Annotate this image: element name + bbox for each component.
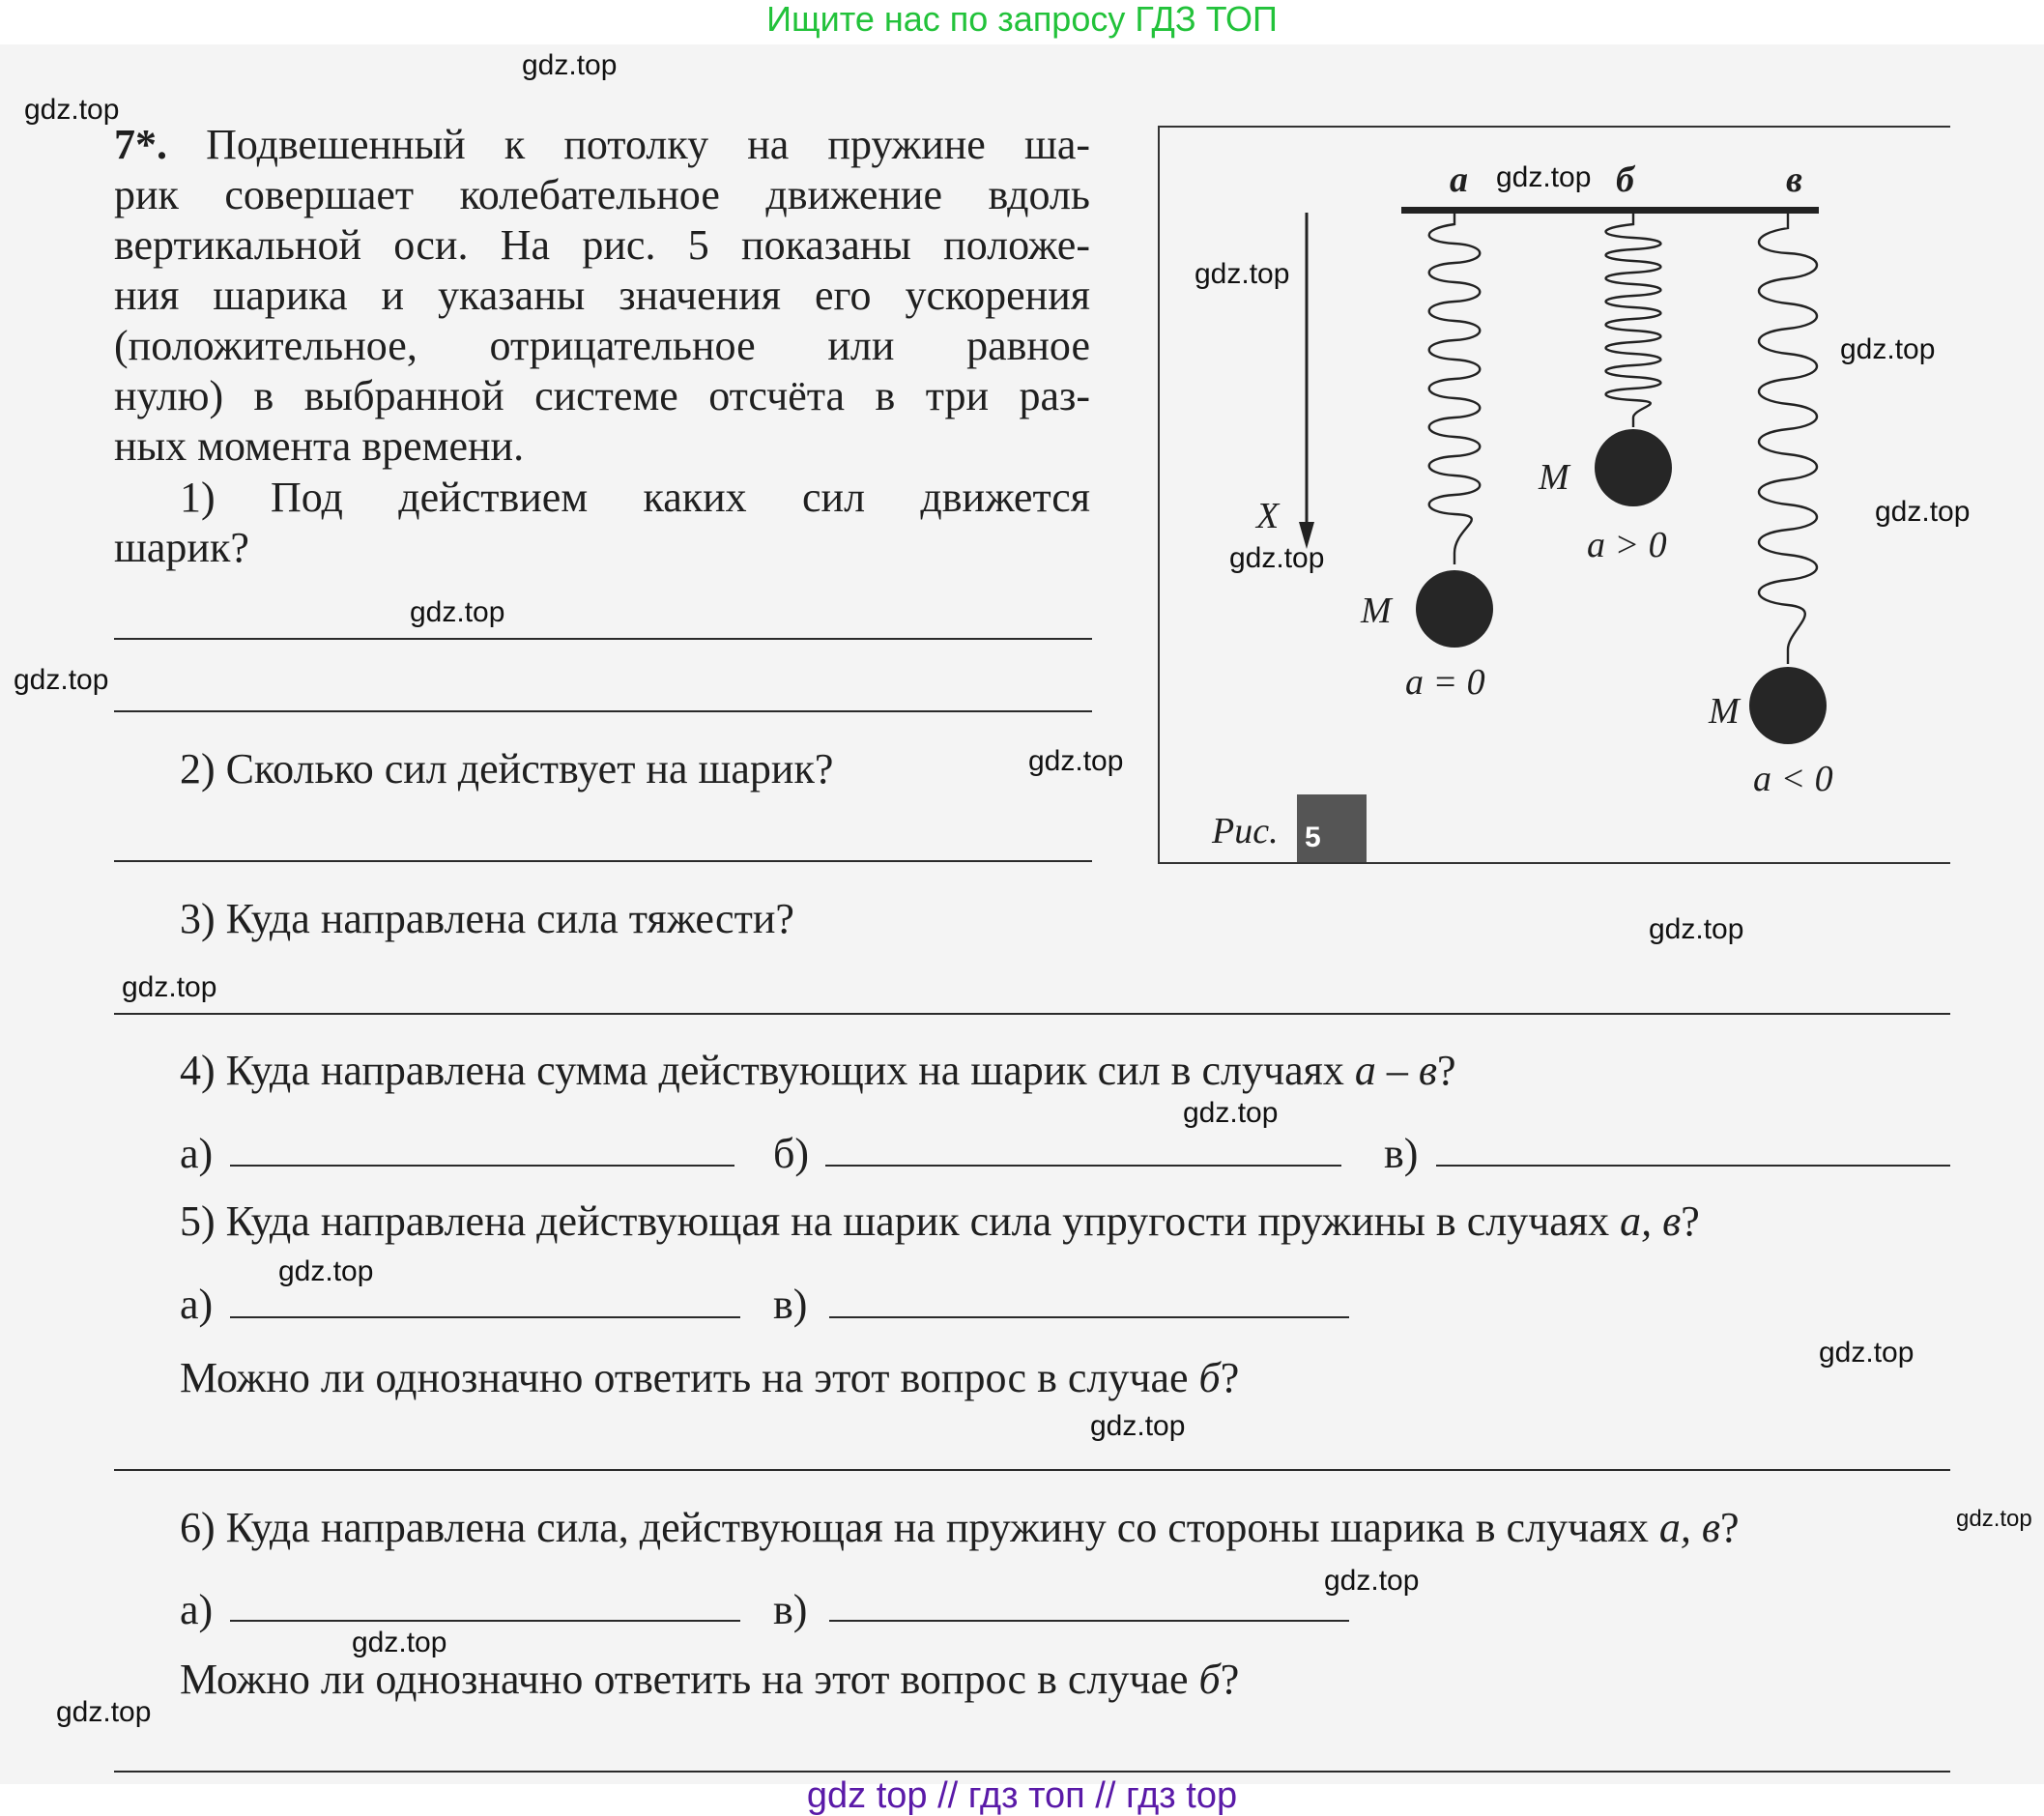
watermark: gdz.top	[56, 1696, 152, 1728]
watermark: gdz.top	[1028, 745, 1124, 777]
ceiling-bar	[1401, 207, 1819, 214]
watermark: gdz.top	[1840, 333, 1936, 365]
label-accel-v: a < 0	[1753, 759, 1833, 799]
answer-line-q6-a[interactable]	[230, 1620, 740, 1622]
q1-line-2: шарик?	[114, 524, 249, 571]
spring-a	[1429, 214, 1481, 564]
answer-line-q6-v[interactable]	[829, 1620, 1349, 1622]
intro-line-3: вертикальной оси. На рис. 5 показаны положе-	[114, 221, 1090, 269]
intro-line-6: нулю) в выбранной системе отсчёта в три раз-	[114, 372, 1090, 419]
question-2: 2) Сколько сил действует на шарик?	[180, 745, 834, 793]
q4-label-v: в)	[1384, 1130, 1419, 1177]
q5-label-a: а)	[180, 1281, 214, 1328]
answer-line-q4-v[interactable]	[1436, 1165, 1950, 1167]
watermark: gdz.top	[1649, 913, 1744, 945]
question-6-followup: Можно ли однозначно ответить на этот вопрос в случае б?	[180, 1656, 1240, 1703]
figure-5	[1158, 126, 1950, 864]
watermark: gdz.top	[122, 971, 217, 1003]
question-5: 5) Куда направлена действующая на шарик сила упругости пружины в случаях а, в?	[180, 1197, 1700, 1245]
watermark: gdz.top	[1324, 1565, 1420, 1597]
task-number: 7*.	[114, 121, 167, 168]
watermark: gdz.top	[24, 94, 120, 126]
label-column-a: а	[1450, 159, 1468, 200]
label-axis-x: X	[1256, 496, 1280, 536]
answer-line-q2[interactable]	[114, 860, 1092, 862]
watermark: gdz.top	[1819, 1337, 1914, 1369]
intro-line-1: 7*. Подвешенный к потолку на пружине ша-	[114, 121, 1091, 168]
answer-line-q5-followup[interactable]	[114, 1469, 1950, 1471]
intro-line-7: ных момента времени.	[114, 422, 525, 470]
bottom-banner: gdz top // гдз топ // гдз top	[806, 1775, 1238, 1816]
label-accel-a: a = 0	[1405, 662, 1485, 703]
watermark: gdz.top	[278, 1255, 374, 1287]
watermark: gdz.top	[352, 1627, 447, 1658]
answer-line-q5-v[interactable]	[829, 1316, 1349, 1318]
watermark: gdz.top	[1496, 161, 1592, 193]
label-mass-v: M	[1709, 691, 1740, 732]
question-3: 3) Куда направлена сила тяжести?	[180, 895, 794, 942]
label-mass-b: M	[1539, 457, 1569, 498]
figure-caption: Рис.	[1212, 811, 1279, 851]
watermark: gdz.top	[1183, 1097, 1279, 1129]
question-4: 4) Куда направлена сумма действующих на шарик сил в случаях а – в?	[180, 1047, 1456, 1094]
spring-v	[1759, 214, 1817, 664]
question-1	[114, 473, 1090, 573]
watermark: gdz.top	[1229, 542, 1325, 574]
answer-line-q4-a[interactable]	[230, 1165, 734, 1167]
intro-line-2: рик совершает колебательное движение вдоль	[114, 171, 1090, 218]
question-5-followup: Можно ли однозначно ответить на этот вопрос в случае б?	[180, 1354, 1240, 1401]
answer-line-q6-followup[interactable]	[114, 1771, 1950, 1773]
label-mass-a: M	[1361, 591, 1392, 631]
answer-line-q3[interactable]	[114, 1013, 1950, 1015]
figure-number: 5	[1297, 794, 1367, 862]
watermark: gdz.top	[1875, 496, 1971, 528]
intro-line-4: ния шарика и указаны значения его ускорения	[114, 272, 1090, 319]
q6-label-a: а)	[180, 1586, 214, 1633]
watermark: gdz.top	[1956, 1506, 2032, 1532]
top-banner: Ищите нас по запросу ГДЗ ТОП	[766, 0, 1278, 39]
answer-line-q4-b[interactable]	[825, 1165, 1341, 1167]
answer-line-q5-a[interactable]	[230, 1316, 740, 1318]
q4-label-a: а)	[180, 1130, 214, 1177]
watermark: gdz.top	[1090, 1410, 1186, 1442]
watermark: gdz.top	[522, 49, 618, 81]
watermark: gdz.top	[410, 596, 505, 628]
answer-line-q1-b[interactable]	[114, 710, 1092, 712]
question-6: 6) Куда направлена сила, действующая на пружину со стороны шарика в случаях а, в?	[180, 1504, 1740, 1551]
intro-line-5: (положительное, отрицательное или равное	[114, 322, 1090, 369]
label-accel-b: a > 0	[1587, 525, 1667, 565]
task-intro	[114, 120, 1090, 472]
ball-b	[1595, 429, 1672, 506]
watermark: gdz.top	[1195, 258, 1290, 290]
spring-b	[1606, 214, 1661, 427]
q6-label-v: в)	[773, 1586, 808, 1633]
q1-line-1: 1) Под действием каких сил движется	[180, 474, 1090, 521]
ball-a	[1416, 570, 1493, 648]
label-column-b: б	[1616, 159, 1634, 200]
label-column-v: в	[1786, 159, 1802, 200]
watermark: gdz.top	[14, 664, 109, 696]
ball-v	[1749, 667, 1827, 744]
answer-line-q1-a[interactable]	[114, 638, 1092, 640]
q5-label-v: в)	[773, 1281, 808, 1328]
q4-label-b: б)	[773, 1130, 810, 1177]
